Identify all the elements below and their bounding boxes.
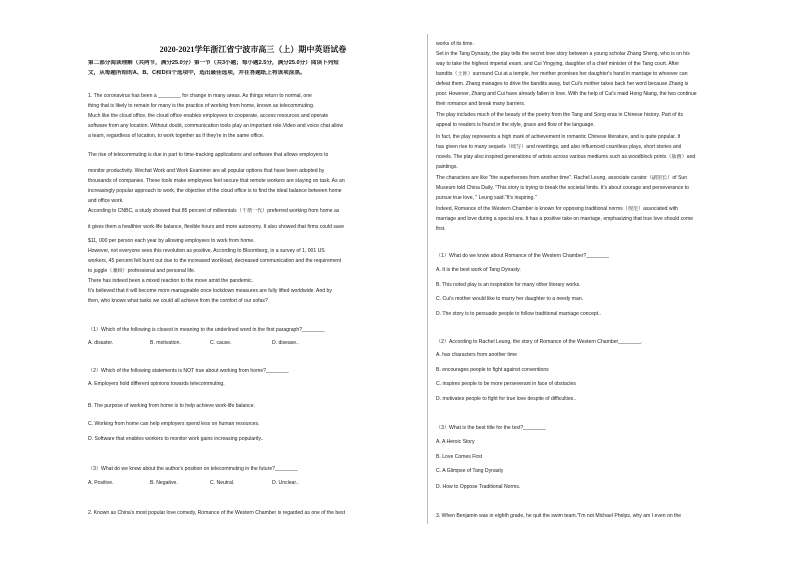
text-line: 文，从每题所给的A、B、C和D四个选项中，选出最佳选项，并在答题纸上将该项涂黑。 [88,70,306,76]
text-line: The rise of telecommuting is due in part to time-tracking applications and software that allows employers to [88,152,329,158]
text-line: A. has characters from another time [436,352,517,358]
text-line: thing that is likely to remain for many is the practice of working from home, known as telecommuting. [88,103,315,109]
text-line: appeal to readers is found in the style, grace and flow of the language. [436,122,595,128]
column-divider [427,34,428,524]
text-line: （1）What do we know about Romance of the Western Chamber?________ [436,253,609,259]
text-line: thousands of companies. These tools make employees feel secure that remote workers are staying on task. As an [88,178,345,184]
text-line: 3. When Benjamin was in eighth grade, he quit the swim team."I'm not Michael Phelps, why am I even on the [436,513,682,519]
text-line: A. Employers hold different opinions towards telecommuting. [88,381,225,387]
text-line: novels. The play also inspired generations of artists across various mediums such as woodblock prints（版画）and [436,154,696,160]
answer-option: A. Positive. [88,480,114,486]
text-line: to juggle（兼顾）professional and personal life. [88,268,196,274]
answer-option: D. Unclear.. [272,480,299,486]
text-line: C. A Glimpse of Tang Dynasty [436,468,504,474]
text-line: It's believed that it will become more manageable once lockdown measures are fully lifted worldwide. And by [88,288,332,294]
text-line: B. encourages people to fight against conventions [436,367,549,373]
text-line: it gives them a healthier work-life balance, flexible hours and more autonomy. It also showed that firms could save [88,224,345,230]
answer-option: B. Negative. [150,480,178,486]
text-line: B. Love Comes First [436,454,483,460]
text-line: defeat them. Zhang manages to drive the bandits away, but Cui's mother takes back her word because Zhang is [436,81,689,87]
text-line: C. Working from home can help employers spend less on human resources. [88,421,260,427]
text-line: their romance and break many barriers. [436,101,526,107]
answer-option: B. motivation. [150,340,181,346]
text-line: （1）Which of the following is closest in meaning to the underlined word in the first paragraph?________ [88,327,325,333]
text-line: Indeed, Romance of the Western Chamber is known for opposing traditional norms（规范）associated with [436,206,678,212]
text-line: A. A Heroic Story [436,439,475,445]
text-line: （2）According to Rachel Leung, the story of Romance of the Western Chamber________. [436,339,643,345]
answer-option: A. disaster. [88,340,114,346]
text-line: D. Software that enables workers to monitor work gains increasing popularity.. [88,436,264,442]
text-line: then, who knows what tasks we could all achieve from the comfort of our sofas? [88,298,268,304]
text-line: D. How to Oppose Traditional Norms. [436,484,521,490]
text-line: increasingly popular approach to work, the objective of the cloud office is to find the ideal balance between home [88,188,342,194]
text-line: monitor productivity. Wechat Work and Work Examiner are all popular options that have been adopted by [88,168,325,174]
answer-option: C. Neutral. [210,480,235,486]
text-line: D. motivates people to fight for true love despite of difficulties.. [436,396,577,402]
text-line: $11, 000 per person each year by allowing employees to work from home. [88,238,255,244]
text-line: Museum told China Daily. "This story is trying to break the societal limits. It's about courage and perseverance to [436,185,689,191]
text-line: C. Cui's mother would like to marry her daughter to a needy man. [436,296,584,302]
text-line: （2）Which of the following statements is NOT true about working from home?________ [88,368,289,374]
text-line: 第二部分阅读理解（共两节，满分25.0分）第一节（共3小题；每小题2.5分，满分25.0分）阅读下列短 [88,60,339,66]
text-line: first. [436,226,446,232]
answer-option: C. cause. [210,340,232,346]
text-line: In fact, the play represents a high mark of achievement in romantic Chinese literature, and is quite popular. It [436,134,681,140]
text-line: （3）What is the best title for the text?________ [436,425,546,431]
text-line: Set in the Tang Dynasty, the play tells the secret love story between a young scholar Zhang Sheng, who is on his [436,51,690,57]
text-line: way to take the highest imperial exam, and Cui Yingying, daughter of a chief minister of the Tang court. After [436,61,680,67]
text-line: bandits（土匪）surround Cui at a temple, her mother promises her daughter's hand in marriage to whoever can [436,71,688,77]
text-line: poor. However, Zhang and Cui have already fallen in love. With the help of Cui's maid Hong Niang, the two continue [436,91,697,97]
text-line: C. inspires people to be more perseverant in face of obstacles [436,381,576,387]
text-line: B. This noted play is an inspiration for many other literary works. [436,282,581,288]
text-line: According to CNBC, a study showed that 85 percent of millennials（千禧一代）preferred working from home as [88,208,340,214]
exam-title: 2020-2021学年浙江省宁波市高三（上）期中英语试卷 [159,45,347,54]
text-line: 2. Known as China's most popular love comedy, Romance of the Western Chamber is regarded as one of the best [88,510,346,516]
text-line: There has indeed been a mixed reaction to the move amid the pandemic. [88,278,254,284]
text-line: 1. The coronavirus has been a ________ for change in many areas. As things return to normal, one [88,93,312,99]
text-line: works of its time. [436,41,474,47]
text-line: pursue true love, " Leung said."It's inspiring." [436,195,537,201]
text-line: marriage and love during a special era. It has a positive take on marriage, emphasizing that true love should come [436,216,694,222]
text-line: paintings. [436,164,458,170]
text-line: The characters are like "the superheroes from another time". Rachel Leung, associate curator（副馆长）of Sun [436,175,688,181]
text-line: B. The purpose of working from home is to help achieve work-life balance. [88,403,255,409]
text-line: Much like the cloud office, the cloud office enables employees to cooperate, access resources and operate [88,113,329,119]
text-line: a team, regardless of location, to work together as if they're in the same office. [88,133,265,139]
text-line: software from any location. Without doubt, communication tools play an important role.Video and voice chat allow [88,123,344,129]
text-line: and office work. [88,198,124,204]
text-line: A. It is the best work of Tang Dynasty. [436,267,521,273]
text-line: The play includes much of the beauty of the poetry from the Tang and Song eras in Chinese history. Part of its [436,112,683,118]
answer-option: D. disease.. [272,340,299,346]
text-line: workers, 45 percent felt burnt out due to the increased workload, decreased communication and the requirement [88,258,342,264]
text-line: D. The story is to persuade people to follow traditional marriage concept.. [436,311,601,317]
text-line: has given rise to many sequels（续写）and rewritings, and also influenced countless plays, short stories and [436,144,682,150]
text-line: （3）What do we know about the author's position on telecommuting in the future?________ [88,466,298,472]
text-line: However, not everyone sees this revolution as positive. According to Bloomberg, in a survey of 1, 001 US [88,248,325,254]
